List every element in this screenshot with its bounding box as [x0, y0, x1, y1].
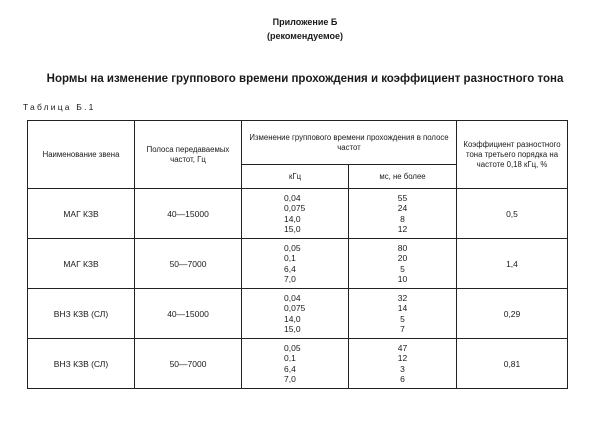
appendix-title: Приложение Б	[272, 17, 338, 27]
header-row-1	[28, 121, 568, 165]
table-row	[28, 339, 568, 389]
cell-link-name: ВНЗ КЗВ (СЛ)	[28, 289, 135, 339]
table-header	[28, 121, 568, 189]
khz-value: 15,0	[284, 324, 301, 334]
cell-band: 40—15000	[135, 289, 242, 339]
table-body	[28, 189, 568, 389]
khz-value: 6,4	[284, 363, 296, 374]
cell-ms-values	[349, 189, 457, 239]
cell-band: 50—7000	[135, 339, 242, 389]
table-row	[28, 289, 568, 339]
khz-value: 0,04	[284, 292, 301, 303]
cell-khz-values	[242, 289, 349, 339]
khz-value: 7,0	[284, 374, 296, 384]
khz-value: 0,05	[284, 242, 301, 253]
header-coefficient: Коэффициент разностного тона третьего порядка на частоте 0,18 кГц, %	[457, 121, 568, 189]
khz-value: 14,0	[284, 213, 301, 224]
khz-value: 15,0	[284, 224, 301, 234]
cell-ms-values	[349, 339, 457, 389]
cell-coefficient: 0,5	[457, 189, 568, 239]
header-band: Полоса передаваемых частот, Гц	[135, 121, 242, 189]
ms-value: 24	[397, 203, 408, 213]
khz-value: 0,1	[284, 353, 296, 363]
ms-value: 10	[397, 274, 408, 284]
ms-value: 55	[397, 192, 408, 203]
ms-value: 12	[397, 224, 408, 234]
ms-value: 8	[400, 213, 405, 224]
khz-value: 0,1	[284, 253, 296, 263]
khz-value: 0,05	[284, 342, 301, 353]
cell-khz-values	[242, 239, 349, 289]
appendix-note: (рекомендуемое)	[267, 31, 343, 41]
header-link-name: Наименование звена	[28, 121, 135, 189]
cell-link-name: МАГ КЗВ	[28, 239, 135, 289]
norms-table	[27, 120, 568, 389]
cell-coefficient: 1,4	[457, 239, 568, 289]
ms-value: 80	[397, 242, 408, 253]
cell-coefficient: 0,81	[457, 339, 568, 389]
ms-value: 32	[397, 292, 408, 303]
cell-link-name: МАГ КЗВ	[28, 189, 135, 239]
khz-value: 6,4	[284, 263, 296, 274]
document-title: Нормы на изменение группового времени прохождения и коэффициент разностного тона	[46, 73, 564, 85]
khz-value: 0,04	[284, 192, 301, 203]
ms-value: 7	[400, 324, 405, 334]
cell-ms-values	[349, 239, 457, 289]
ms-value: 12	[397, 353, 408, 363]
ms-value: 47	[397, 342, 408, 353]
cell-band: 40—15000	[135, 189, 242, 239]
header-group-delay: Изменение группового времени прохождения в полосе частот	[242, 121, 457, 165]
ms-value: 3	[400, 363, 405, 374]
ms-value: 20	[397, 253, 408, 263]
cell-band: 50—7000	[135, 239, 242, 289]
khz-value: 0,075	[284, 303, 306, 313]
khz-value: 0,075	[284, 203, 306, 213]
cell-khz-values	[242, 189, 349, 239]
cell-khz-values	[242, 339, 349, 389]
table-row	[28, 189, 568, 239]
ms-value: 5	[400, 313, 405, 324]
khz-value: 14,0	[284, 313, 301, 324]
ms-value: 5	[400, 263, 405, 274]
table-label: Таблица Б.1	[23, 102, 96, 112]
cell-link-name: ВНЗ КЗВ (СЛ)	[28, 339, 135, 389]
khz-value: 7,0	[284, 274, 296, 284]
header-khz: кГц	[242, 165, 349, 189]
ms-value: 14	[397, 303, 408, 313]
cell-coefficient: 0,29	[457, 289, 568, 339]
table-row	[28, 239, 568, 289]
header-ms: мс, не более	[349, 165, 457, 189]
cell-ms-values	[349, 289, 457, 339]
ms-value: 6	[400, 374, 405, 384]
appendix-heading	[0, 15, 610, 43]
